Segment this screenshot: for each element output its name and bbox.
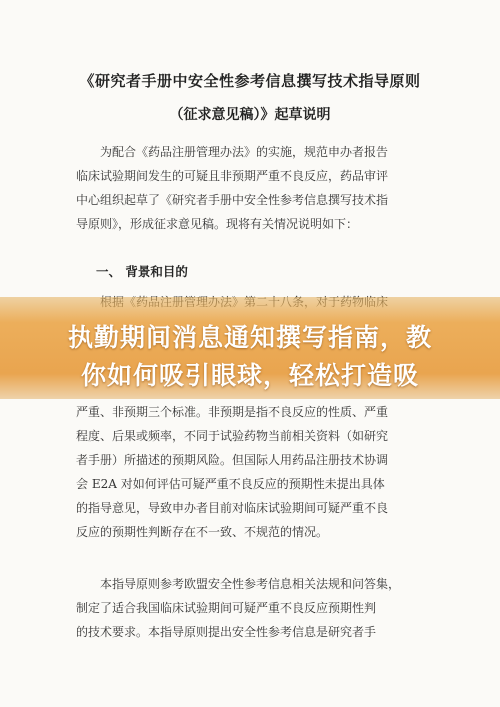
text-line: 为配合《药品注册管理办法》的实施，规范申办者报告 <box>100 145 389 159</box>
intro-paragraph <box>76 140 428 236</box>
text-line: 程度、后果或频率，不同于试验药物当前相关资料（如研究 <box>76 429 389 443</box>
text-line: 的技术要求。本指导原则提出安全性参考信息是研究者手 <box>76 625 377 639</box>
text-line: 导原则》，形成征求意见稿。现将有关情况说明如下： <box>76 217 359 231</box>
document-subtitle: （征求意见稿）》起草说明 <box>169 107 331 123</box>
text-line: 严重、非预期三个标准。非预期是指不良反应的性质、严重 <box>76 405 389 419</box>
document-title: 《研究者手册中安全性参考信息撰写技术指导原则 <box>79 72 421 90</box>
background-paragraph <box>76 400 428 544</box>
text-line: 临床试验期间发生的可疑且非预期严重不良反应，药品审评 <box>76 169 389 183</box>
text-line: 反应的预期性判断存在不一致、不规范的情况。 <box>76 525 329 539</box>
text-line: 的指导意见，导致申办者目前对临床试验期间可疑严重不良 <box>76 501 389 515</box>
headline-line-1: 执勤期间消息通知撰写指南，教 <box>67 323 432 352</box>
text-line: 本指导原则参考欧盟安全性参考信息相关法规和问答集， <box>100 577 401 591</box>
text-line: 会 E2A 对如何评估可疑严重不良反应的预期性未提出具体 <box>76 477 385 491</box>
purpose-paragraph <box>76 572 428 644</box>
section-heading-background: 一、 背景和目的 <box>96 264 188 279</box>
headline-line-2: 你如何吸引眼球，轻松打造吸 <box>80 361 419 390</box>
text-line: 中心组织起草了《研究者手册中安全性参考信息撰写技术指 <box>76 193 389 207</box>
text-line: 制定了适合我国临床试验期间可疑严重不良反应预期性判 <box>76 601 377 615</box>
text-line: 者手册）所描述的预期风险。但国际人用药品注册技术协调 <box>76 453 389 467</box>
